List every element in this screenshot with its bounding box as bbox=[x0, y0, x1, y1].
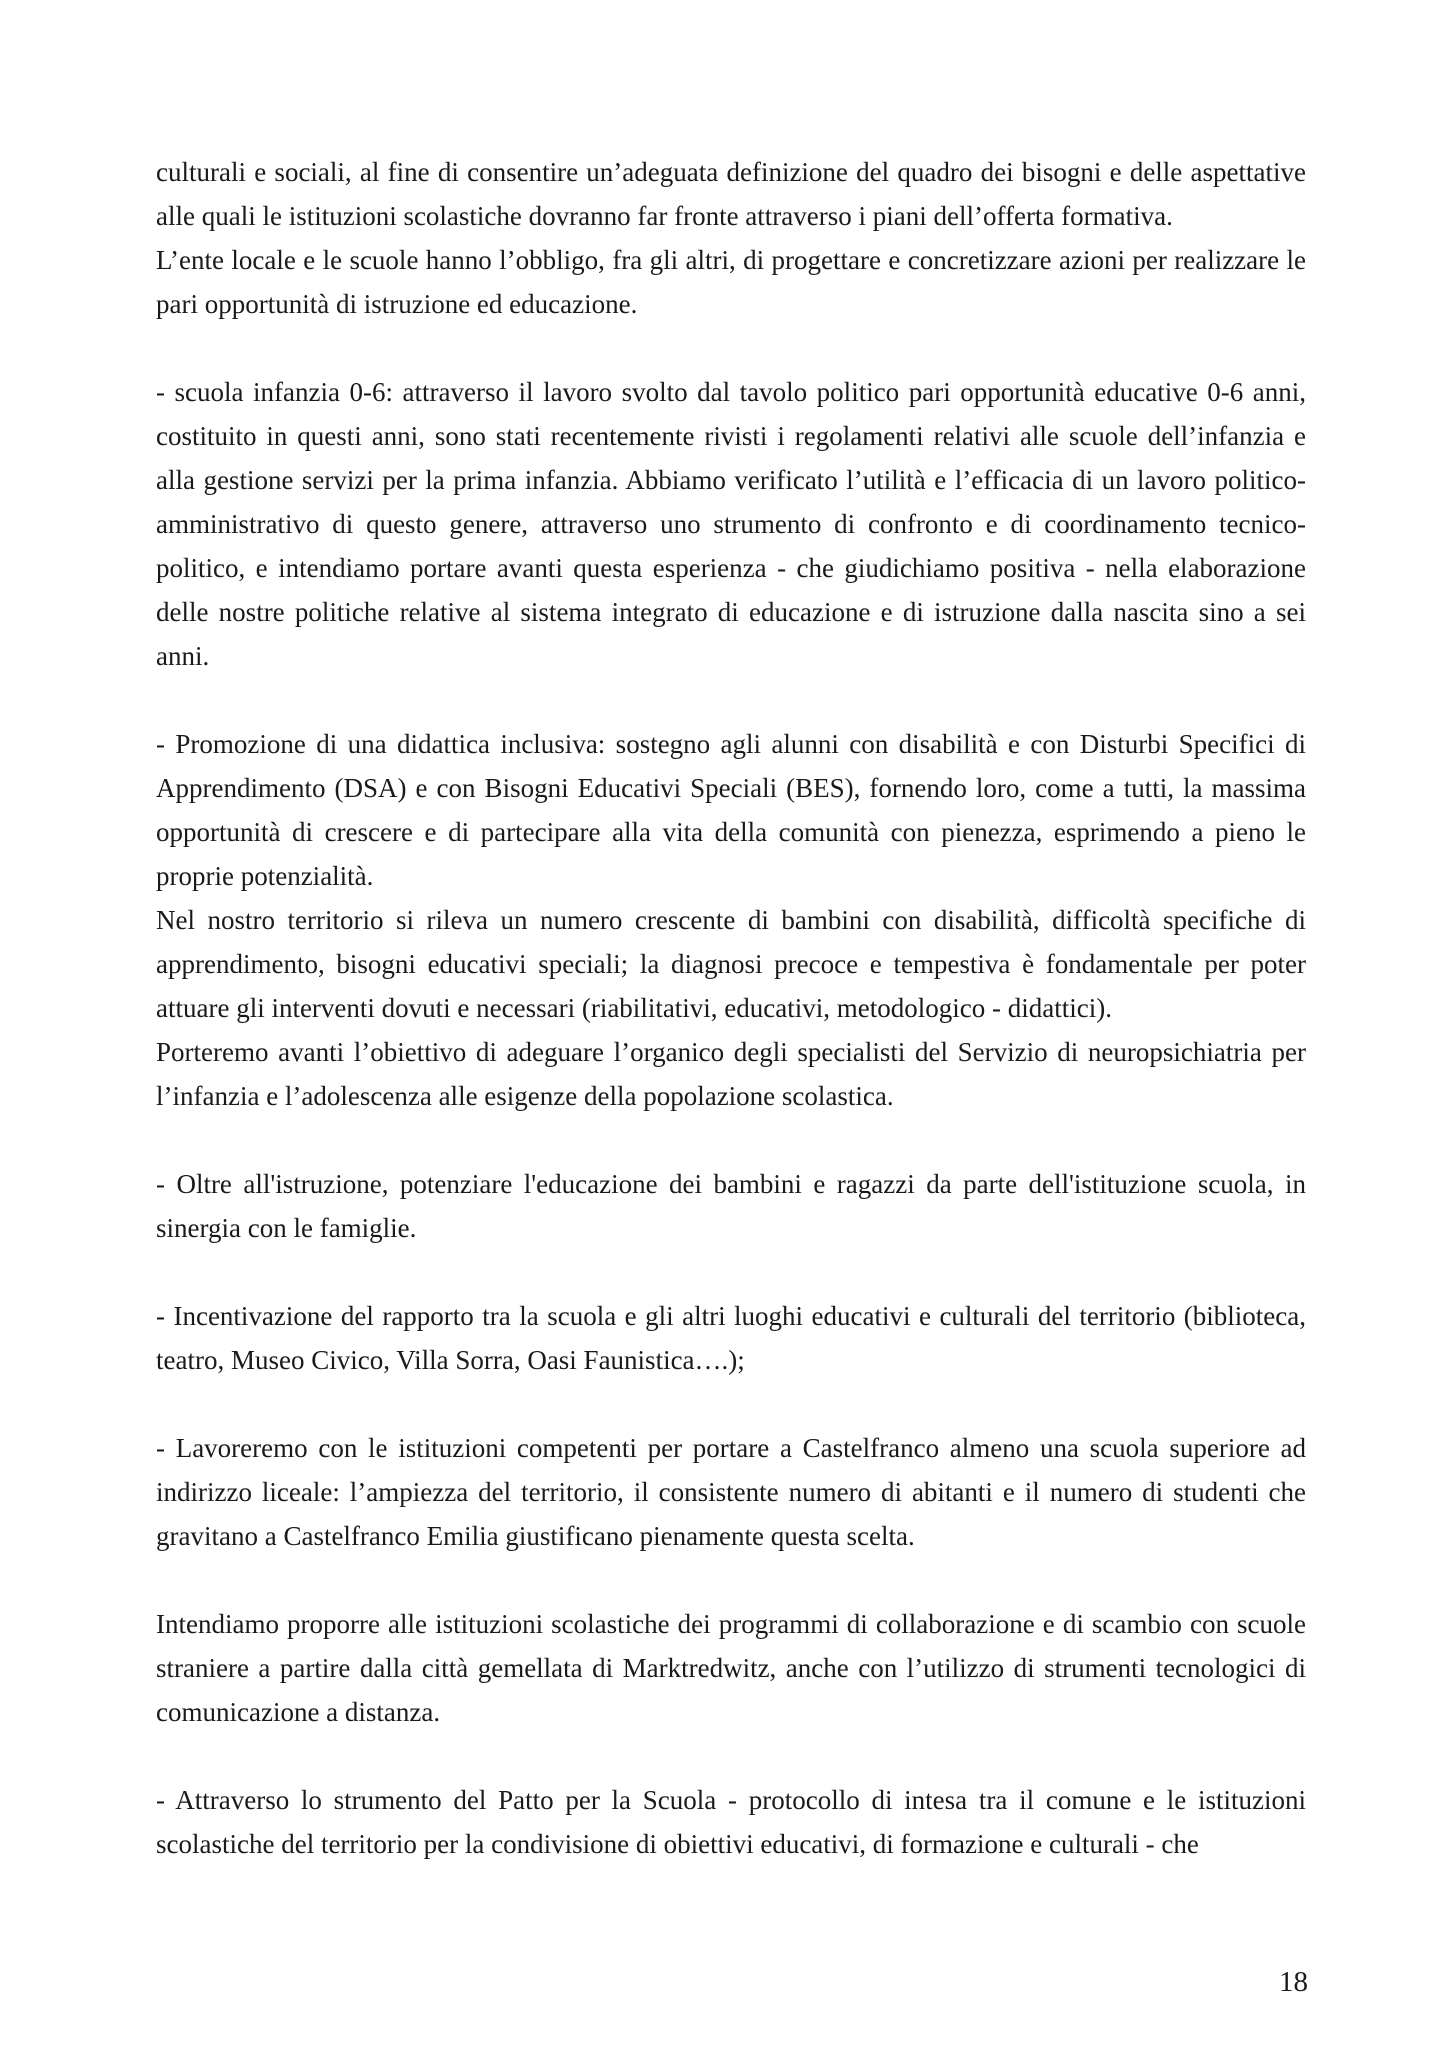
paragraph-scambi-internazionali: Intendiamo proporre alle istituzioni scolastiche dei programmi di collaborazione e di scambio con scuole straniere a partire dalla città gemellata di Marktredwitz, anche con l’utilizzo di strumenti tecnologici di comunicazione a distanza. bbox=[156, 1609, 1306, 1727]
paragraph-luoghi-educativi: - Incentivazione del rapporto tra la scuola e gli altri luoghi educativi e culturali del territorio (biblioteca, teatro, Museo Civico, Villa Sorra, Oasi Faunistica….); bbox=[156, 1301, 1306, 1375]
paragraph-patto-scuola: - Attraverso lo strumento del Patto per la Scuola - protocollo di intesa tra il comune e le istituzioni scolastiche del territorio per la condivisione di obiettivi educativi, di formazione e culturali - che bbox=[156, 1785, 1306, 1859]
paragraph-bisogni-formativi: culturali e sociali, al fine di consentire un’adeguata definizione del quadro dei bisogni e delle aspettative alle quali le istituzioni scolastiche dovranno far fronte attraverso i piani dell’offerta formativa. bbox=[156, 157, 1306, 231]
paragraph-neuropsichiatria: Porteremo avanti l’obiettivo di adeguare l’organico degli specialisti del Servizio di neuropsichiatria per l’infanzia e l’adolescenza alle esigenze della popolazione scolastica. bbox=[156, 1037, 1306, 1111]
document-body bbox=[156, 150, 1306, 1866]
paragraph-educazione-famiglie: - Oltre all'istruzione, potenziare l'educazione dei bambini e ragazzi da parte dell'istituzione scuola, in sinergia con le famiglie. bbox=[156, 1169, 1306, 1243]
paragraph-disabilita-territorio: Nel nostro territorio si rileva un numero crescente di bambini con disabilità, difficoltà specifiche di apprendimento, bisogni educativi speciali; la diagnosi precoce e tempestiva è fondamentale per poter attuare gli interventi dovuti e necessari (riabilitativi, educativi, metodologico - didattici). bbox=[156, 905, 1306, 1023]
paragraph-didattica-inclusiva: - Promozione di una didattica inclusiva: sostegno agli alunni con disabilità e con Disturbi Specifici di Apprendimento (DSA) e con Bisogni Educativi Speciali (BES), fornendo loro, come a tutti, la massima opportunità di crescere e di partecipare alla vita della comunità con pienezza, esprimendo a pieno le proprie potenzialità. bbox=[156, 729, 1306, 891]
paragraph-scuola-superiore: - Lavoreremo con le istituzioni competenti per portare a Castelfranco almeno una scuola superiore ad indirizzo liceale: l’ampiezza del territorio, il consistente numero di abitanti e il numero di studenti che gravitano a Castelfranco Emilia giustificano pienamente questa scelta. bbox=[156, 1433, 1306, 1551]
paragraph-pari-opportunita: L’ente locale e le scuole hanno l’obbligo, fra gli altri, di progettare e concretizzare azioni per realizzare le pari opportunità di istruzione ed educazione. bbox=[156, 245, 1306, 319]
page-number: 18 bbox=[1279, 1966, 1308, 1998]
paragraph-scuola-infanzia: - scuola infanzia 0-6: attraverso il lavoro svolto dal tavolo politico pari opportunità educative 0-6 anni, costituito in questi anni, sono stati recentemente rivisti i regolamenti relativi alle scuole dell’infanzia e alla gestione servizi per la prima infanzia. Abbiamo verificato l’utilità e l’efficacia di un lavoro politico-amministrativo di questo genere, attraverso uno strumento di confronto e di coordinamento tecnico-politico, e intendiamo portare avanti questa esperienza - che giudichiamo positiva - nella elaborazione delle nostre politiche relative al sistema integrato di educazione e di istruzione dalla nascita sino a sei anni. bbox=[156, 377, 1306, 671]
